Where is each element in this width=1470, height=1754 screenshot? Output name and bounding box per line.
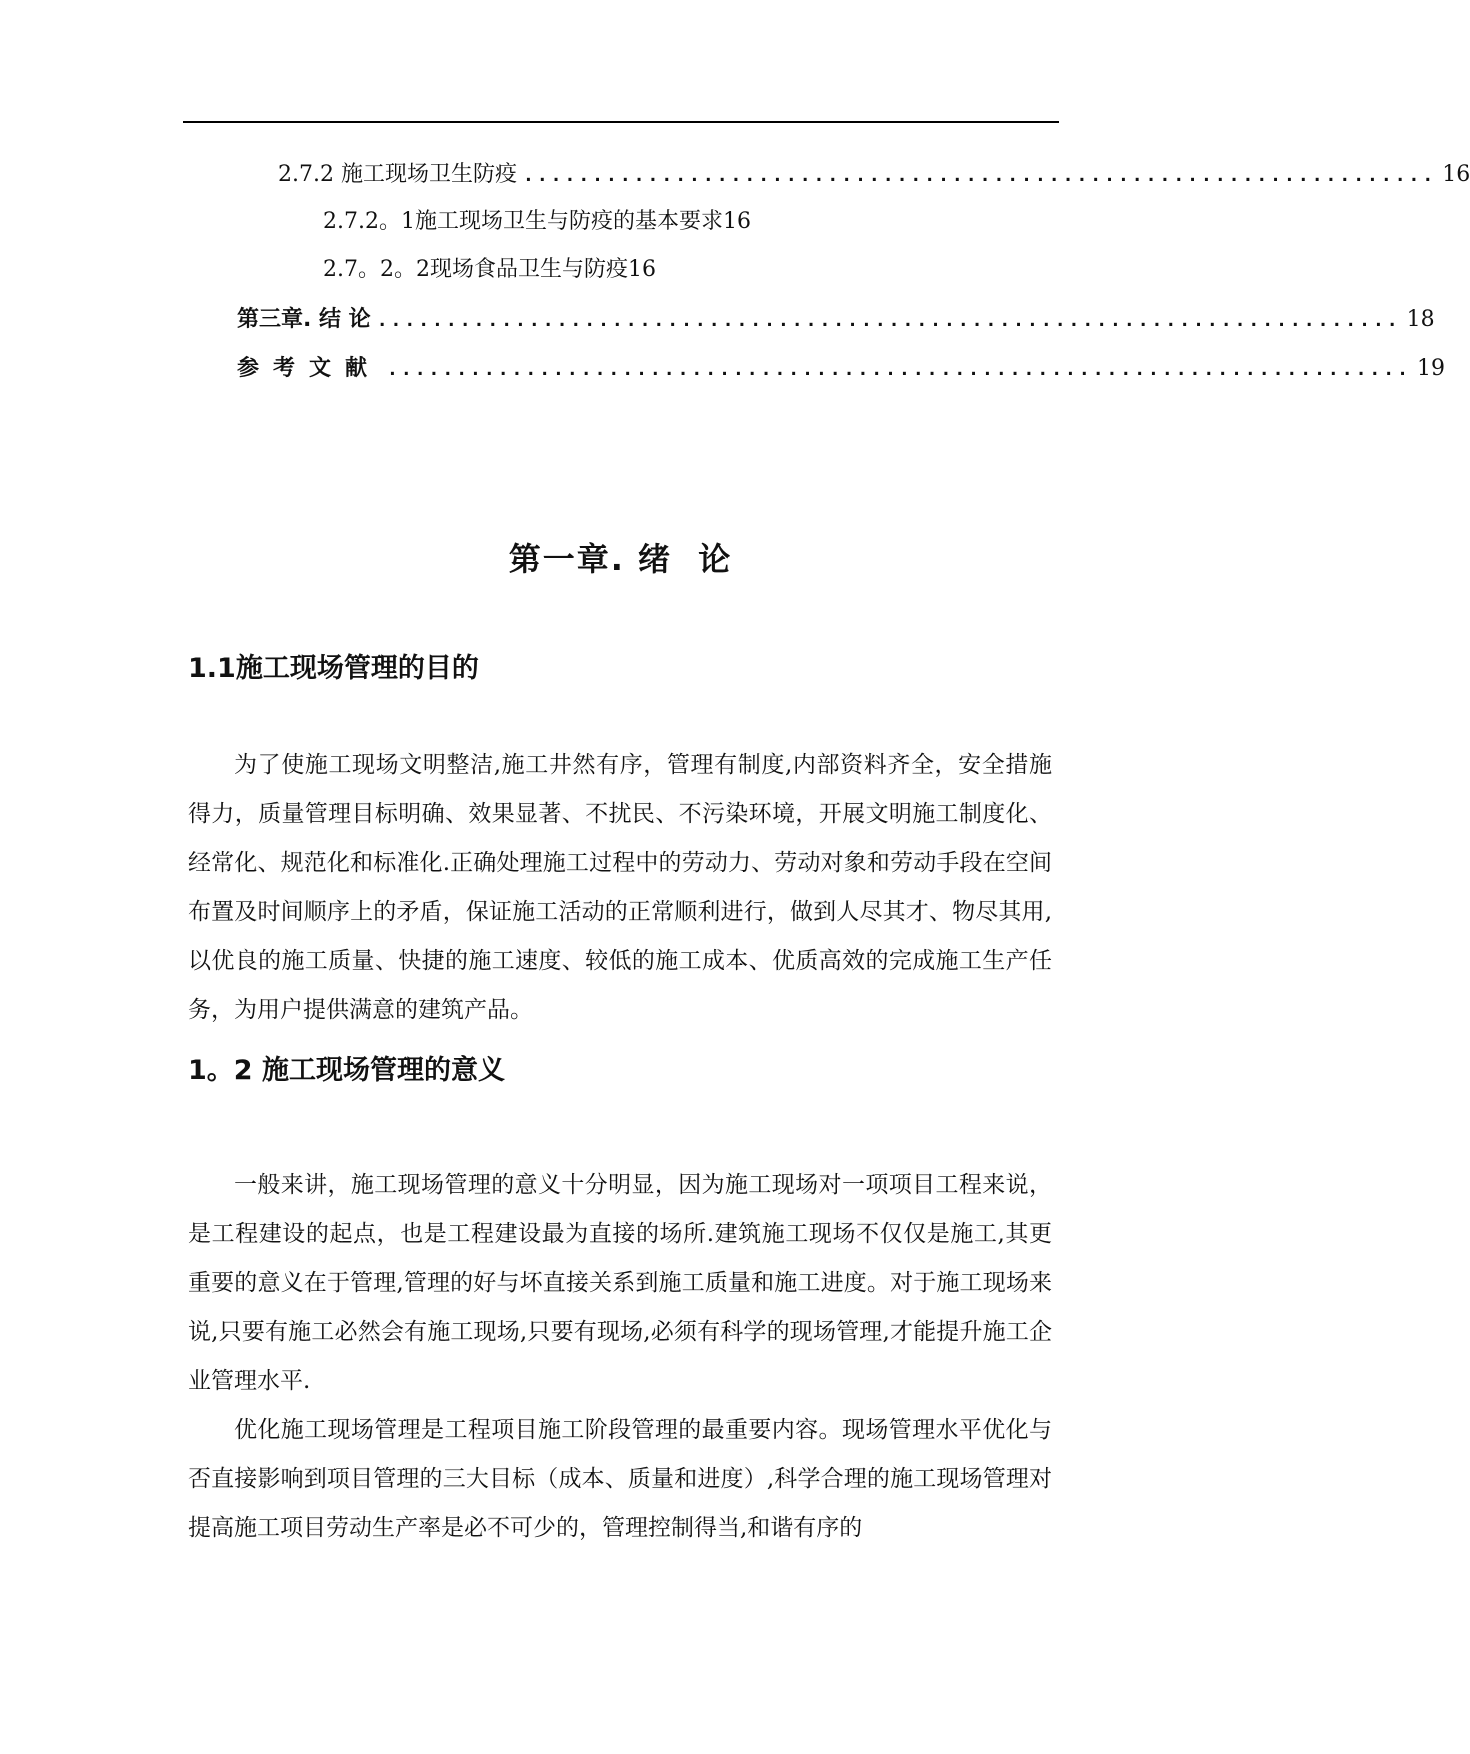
toc-entry-label: 2.7.2。1施工现场卫生与防疫的基本要求16 [323, 209, 751, 234]
toc-leader-dots: .......................................................................... [387, 359, 1411, 380]
toc-entry[interactable] [323, 207, 751, 237]
toc-entry-label: 第三章. 结 论 [237, 307, 371, 332]
toc-leader-dots: .......................................................................... [376, 310, 1401, 331]
toc-page-number: 16 [1442, 162, 1470, 187]
toc-entry[interactable] [323, 255, 656, 285]
toc-entry[interactable] [237, 305, 1435, 336]
toc-leader-dots: .................................................................. [522, 165, 1437, 186]
chapter-title: 第一章. 绪 论 [508, 540, 733, 578]
section-heading: 1。2 施工现场管理的意义 [188, 1055, 505, 1086]
section-heading: 1.1施工现场管理的目的 [188, 653, 479, 684]
toc-entry[interactable] [237, 354, 1445, 385]
toc-page-number: 19 [1416, 356, 1445, 381]
paragraph: 优化施工现场管理是工程项目施工阶段管理的最重要内容。现场管理水平优化与否直接影响到项目管理的三大目标（成本、质量和进度）,科学合理的施工现场管理对提高施工项目劳动生产率是必不可少的，管理控制得当,和谐有序的 [188, 1417, 1052, 1541]
toc-entry-label: 参考文献 [237, 356, 382, 381]
paragraph: 为了使施工现场文明整洁,施工井然有序，管理有制度,内部资料齐全，安全措施得力，质量管理目标明确、效果显著、不扰民、不污染环境，开展文明施工制度化、经常化、规范化和标准化.正确处理施工过程中的劳动力、劳动对象和劳动手段在空间布置及时间顺序上的矛盾，保证施工活动的正常顺利进行，做到人尽其才、物尽其用,以优良的施工质量、快捷的施工速度、较低的施工成本、优质高效的完成施工生产任务，为用户提供满意的建筑产品。 [188, 752, 1052, 1023]
paragraph: 一般来讲，施工现场管理的意义十分明显，因为施工现场对一项项目工程来说，是工程建设的起点，也是工程建设最为直接的场所.建筑施工现场不仅仅是施工,其更重要的意义在于管理,管理的好与坏直接关系到施工质量和施工进度。对于施工现场来说,只要有施工必然会有施工现场,只要有现场,必须有科学的现场管理,才能提升施工企业管理水平. [188, 1172, 1052, 1394]
toc-entry-label: 2.7。2。2现场食品卫生与防疫16 [323, 257, 656, 282]
header-rule [183, 121, 1059, 123]
toc-entry-label: 2.7.2 施工现场卫生防疫 [278, 162, 517, 187]
toc-page-number: 18 [1406, 307, 1435, 332]
toc-entry[interactable] [278, 160, 1470, 191]
